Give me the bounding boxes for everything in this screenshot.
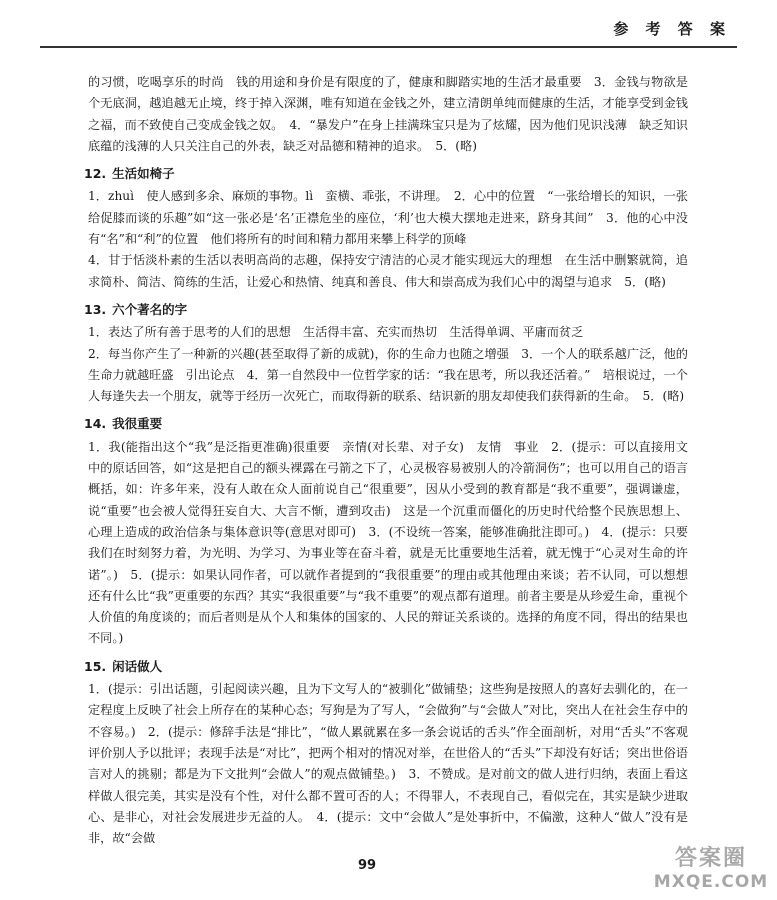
section-15-paragraph-1: 1．(提示：引出话题，引起阅读兴趣，且为下文写人的“被驯化”做铺垫；这些狗是按照人的喜好去驯化的，在一定程度上反映了社会上所存在的某种心态；写狗是为了写人，“会做狗”与“会做人”对比，突出人在社会生存中的不容易。) 2．(提示：修辞手法是“排比”，“做人累就累在多一条会说话的舌头”作全面剖析，对用“舌头”不客观评价别人予以批评；表现手法是“对比”，把两个相对的情况对举，在世俗人的“舌头”下却没有好话；突出世俗语言对人的挑剔；都是为下文批判“会做人”的观点做铺垫。) 3．不赞成。是对前文的做人进行归纳，表面上看这样做人很完美，其实是没有个性，对什么都不置可否的人；不得罪人，不表现自己，看似完在，其实是缺少进取心、是非心，对社会发展进步无益的人。 4．(提示：文中“会做人”是处事折中，不偏激，这种人“做人”没有是非，故“会做 xyxy=(88,682,688,846)
intro-paragraph: 的习惯，吃喝享乐的时尚 钱的用途和身价是有限度的了，健康和脚踏实地的生活才最重要 3．金钱与物欲是个无底洞，越追越无止境，终于掉入深渊，唯有知道在金钱之外，建立清朗单纯而健康的生活，才能享受到金钱之福，而不致使自己变成金钱之奴。 4．“暴发户”在身上挂满珠宝只是为了炫耀，因为他们见识浅薄 缺乏知识底蕴的浅薄的人只关注自己的外表，缺乏对品德和精神的追求。 5．(略) xyxy=(88,75,688,153)
section-13-title: 13. 六个著名的字 xyxy=(84,301,188,317)
section-13-paragraph-2: 2．每当你产生了一种新的兴趣(甚至取得了新的成就)，你的生命力也随之增强 3．一个人的联系越广泛，他的生命力就越旺盛 引出论点 4．第一自然段中一位哲学家的话：“我在思考，所以我还活着。” 培根说过，一个人每逢失去一个朋友，就等于经历一次死亡，而取得新的联系、结识新的朋友却使我们获得新的生命。 5．(略) xyxy=(88,346,688,404)
section-12-paragraph-1: 1．zhuì 使人感到多余、麻烦的事物。lì 蛮横、乖张，不讲理。 2．心中的位置 “一张给增长的知识，一张给促膝而谈的乐趣”如“这一张必是‘名’正襟危坐的座位，‘利’也大模大摆地走进来，跻身其间” 3．他的心中没有“名”和“利”的位置 他们将所有的时间和精力都用来攀上科学的顶峰 xyxy=(88,189,688,247)
watermark-logo-text: 答案圈 xyxy=(674,846,747,871)
section-12-paragraph-2: 4．甘于恬淡朴素的生活以表明高尚的志趣，保持安宁清洁的心灵才能实现远大的理想 在生活中删繁就简，追求简朴、简洁、简练的生活，让爱心和热情、纯真和善良、伟大和崇高成为我们心中的渴望与追求 5．(略) xyxy=(88,253,688,289)
section-15-title: 15. 闲话做人 xyxy=(84,658,163,674)
answer-content xyxy=(84,72,688,849)
section-14-title: 14. 我很重要 xyxy=(84,416,163,432)
section-12-title: 12. 生活如椅子 xyxy=(84,166,175,182)
section-13-paragraph-1: 1．表达了所有善于思考的人们的思想 生活得丰富、充实而热切 生活得单调、平庸而贫乏 xyxy=(88,325,584,340)
header-rule xyxy=(40,46,737,48)
watermark-logo xyxy=(651,846,771,894)
watermark-url: MXQE.COM xyxy=(653,872,769,892)
section-14-paragraph-1: 1．我(能指出这个“我”是泛指更准确)很重要 亲情(对长辈、对子女) 友情 事业 2．(提示：可以直接用文中的原话回答，如“这是把自己的额头裸露在弓箭之下了，心灵极容易被别人的冷箭洞伤”；也可以用自己的语言概括，如：许多年来，没有人敢在众人面前说自己“很重要”，因从小受到的教育都是“我不重要”，强调谦虚，说“重要”也会被人觉得狂妄自大、大言不惭，遭到攻击) 这是一个沉重而僵化的历史时代给整个民族思想上、心理上造成的政治信条与集体意识等(意思对即可) 3．(不设统一答案，能够准确批注即可。) 4．(提示：只要我们在时刻努力着，为光明、为学习、为事业等在奋斗着，就是无比重要地生活着，就无愧于“心灵对生命的许诺”。) 5．(提示：如果认同作者，可以就作者提到的“我很重要”的理由或其他理由来谈；若不认同，可以想想还有什么比“我”更重要的东西？其实“我很重要”与“我不重要”的观点都有道理。前者主要是从珍爱生命，重视个人价值的角度谈的；而后者则是从个人和集体的国家的、人民的辩证关系谈的。选择的角度不同，得出的结果也不同。) xyxy=(88,439,688,646)
page-number: 99 xyxy=(358,858,377,873)
header-title: 参 考 答 案 xyxy=(613,20,731,38)
